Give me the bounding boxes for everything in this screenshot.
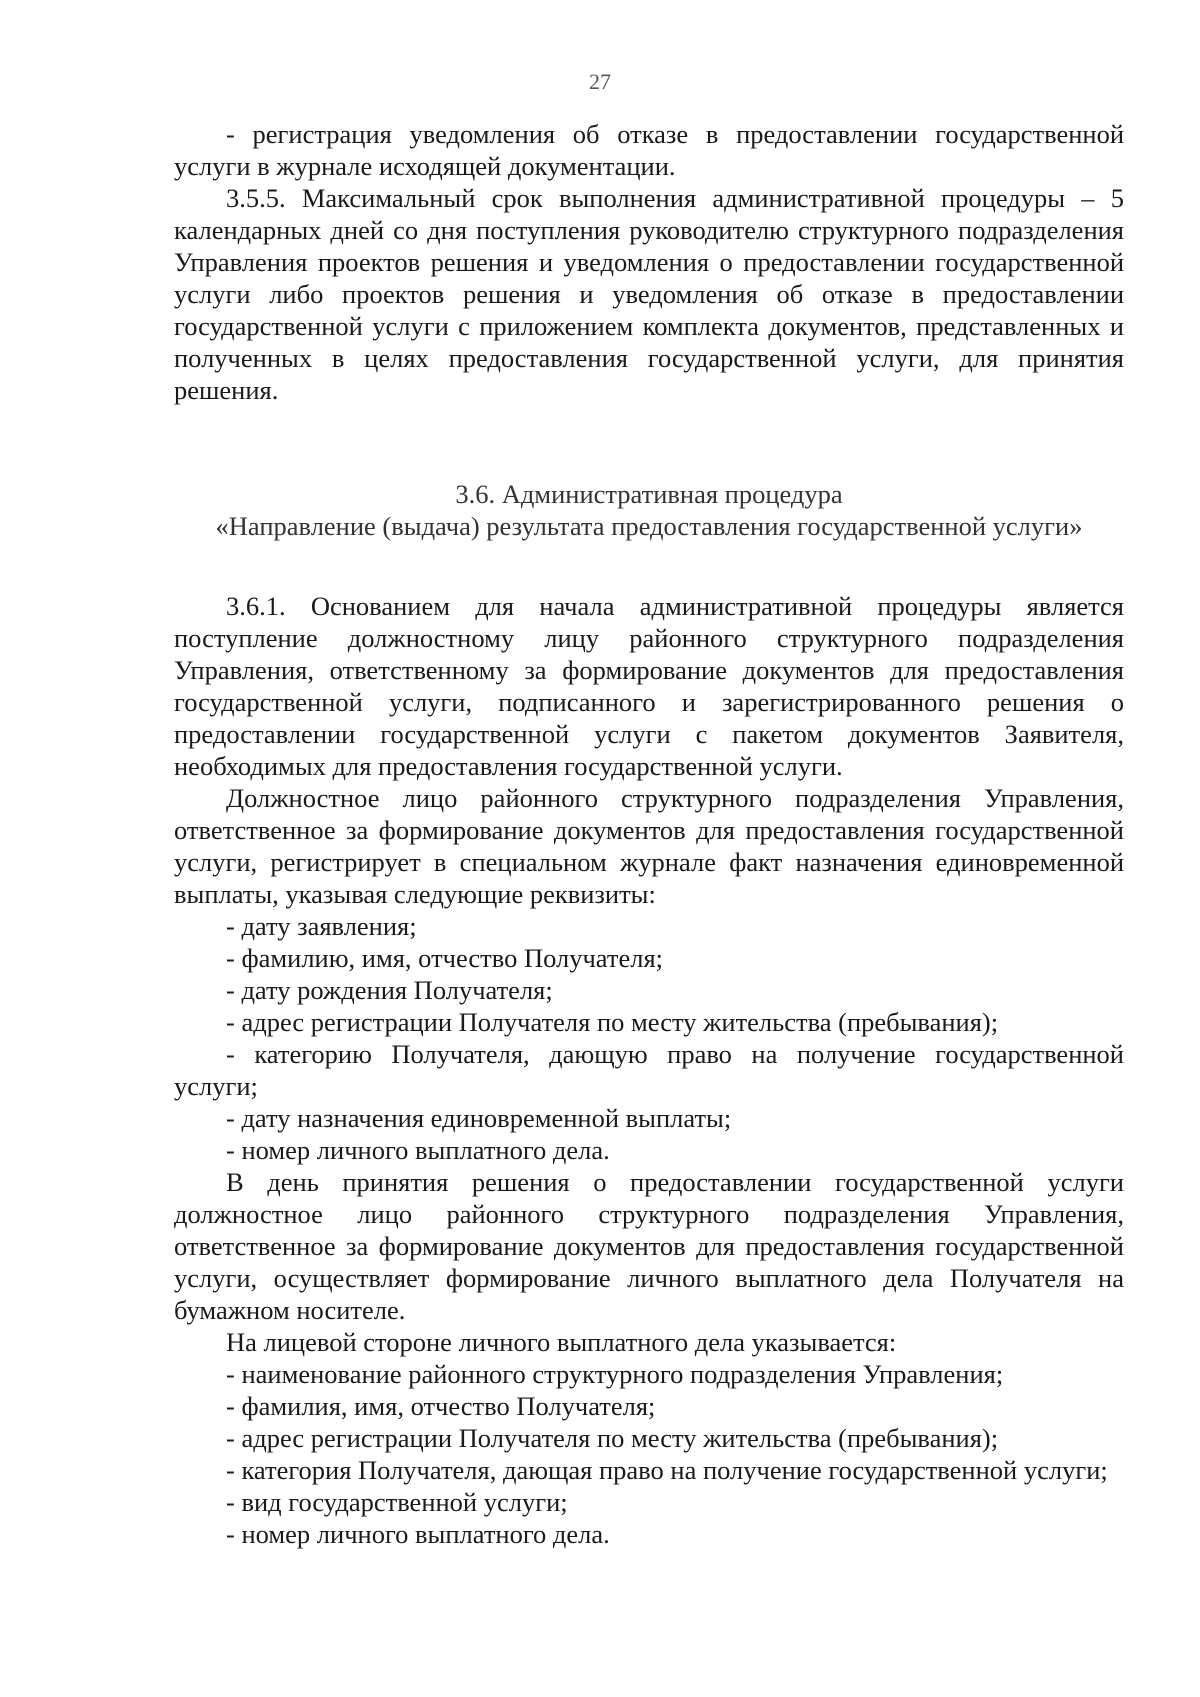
list-item: - дату назначения единовременной выплаты;: [226, 1103, 732, 1133]
paragraph-official-registers: Должностное лицо районного структурного подразделения Управления, ответственное за формирование документов для предоставления государственной услуги, регистрирует в специальном журнале факт назначения единовременной выплаты, указывая следующие реквизиты:: [174, 783, 1124, 909]
section-heading-title: 3.6. Административная процедура: [455, 479, 843, 509]
list-item: - наименование районного структурного подразделения Управления;: [226, 1359, 1004, 1389]
list-item: - дату рождения Получателя;: [226, 975, 553, 1005]
list-item: - категория Получателя, дающая право на получение государственной услуги;: [226, 1455, 1108, 1485]
list-item: - номер личного выплатного дела.: [226, 1135, 610, 1165]
paragraph-3-5-5: 3.5.5. Максимальный срок выполнения административной процедуры – 5 календарных дней со дня поступления руководителю структурного подразделения Управления проектов решения и уведомления о предоставлении государственной услуги либо проектов решения и уведомления об отказе в предоставлении государственной услуги с приложением комплекта документов, представленных и полученных в целях предоставления государственной услуги, для принятия решения.: [174, 183, 1124, 405]
list-item: - категорию Получателя, дающую право на получение государственной услуги;: [174, 1039, 1124, 1101]
list-item: - номер личного выплатного дела.: [226, 1519, 610, 1549]
document-body: [174, 118, 1124, 1550]
list-item: - адрес регистрации Получателя по месту жительства (пребывания);: [226, 1423, 999, 1453]
list-item: - вид государственной услуги;: [226, 1487, 568, 1517]
list-item: - дату заявления;: [226, 911, 417, 941]
list-item: - адрес регистрации Получателя по месту жительства (пребывания);: [226, 1007, 999, 1037]
paragraph-decision-day: В день принятия решения о предоставлении государственной услуги должностное лицо районного структурного подразделения Управления, ответственное за формирование документов для предоставления государственной услуги, осуществляет формирование личного выплатного дела Получателя на бумажном носителе.: [174, 1167, 1124, 1325]
list-item: - фамилия, имя, отчество Получателя;: [226, 1391, 656, 1421]
section-heading-subtitle: «Направление (выдача) результата предоставления государственной услуги»: [215, 511, 1083, 541]
list-item: - фамилию, имя, отчество Получателя;: [226, 943, 663, 973]
paragraph-front-side: На лицевой стороне личного выплатного дела указывается:: [226, 1327, 897, 1357]
section-heading: [174, 478, 1124, 542]
paragraph-3-6-1: 3.6.1. Основанием для начала административной процедуры является поступление должностному лицу районного структурного подразделения Управления, ответственному за формирование документов для предоставления государственной услуги, подписанного и зарегистрированного решения о предоставлении государственной услуги с пакетом документов Заявителя, необходимых для предоставления государственной услуги.: [174, 591, 1124, 781]
page-number: 27: [589, 69, 611, 94]
paragraph-notice-registration: - регистрация уведомления об отказе в предоставлении государственной услуги в журнале исходящей документации.: [174, 119, 1124, 181]
